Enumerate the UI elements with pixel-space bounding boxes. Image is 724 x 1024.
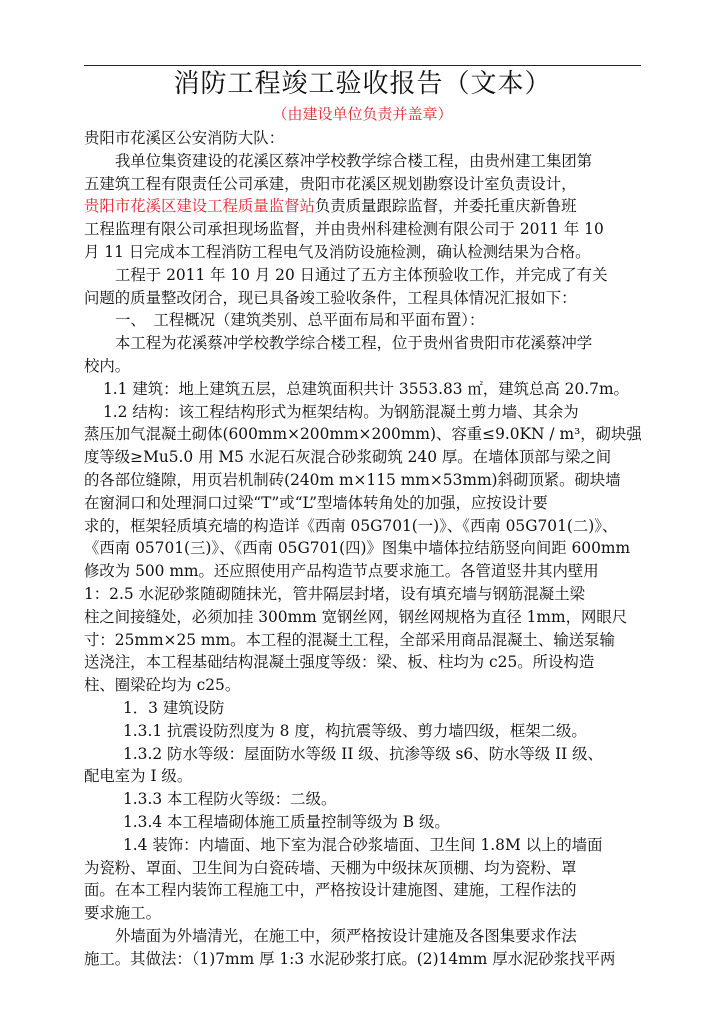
- text-line: [84, 287, 644, 310]
- text-line: [84, 583, 644, 606]
- header-rule: [84, 65, 641, 66]
- document-subtitle: （由建设单位负责并盖章）: [272, 105, 453, 123]
- highlighted-text: 贵阳市花溪区建设工程质量监督站: [84, 197, 315, 216]
- text-segment: 1.3.4 本工程墙砌体施工质量控制等级为 B 级。: [123, 812, 450, 831]
- document-title: 消防工程竣工验收报告（文本）: [173, 69, 552, 99]
- text-segment: 1.3.2 防水等级：屋面防水等级 II 级、抗渗等级 s6、防水等级 II 级、: [123, 744, 603, 763]
- document-body: [84, 127, 644, 970]
- text-segment: 蒸压加气混凝土砌体(600mm×200mm×200mm)、容重≤9.0KN / m³，砌块强: [84, 425, 642, 444]
- text-line: [84, 355, 644, 378]
- text-segment: 修改为 500 mm。还应照使用产品构造节点要求施工。各管道竖井其内壁用: [84, 562, 599, 581]
- text-segment: 1.2 结构：该工程结构形式为框架结构。为钢筋混凝土剪力墙、其余为: [103, 402, 579, 421]
- text-line: [84, 150, 644, 173]
- text-line: [84, 332, 644, 355]
- text-segment: 《西南 05701(三)》、《西南 05G701(四)》图集中墙体拉结筋竖向间距 600mm: [84, 539, 631, 558]
- text-segment: 外墙面为外墙清光，在施工中，须严格按设计建施及各图集要求作法: [115, 926, 577, 945]
- text-line: [84, 378, 644, 401]
- text-line: [84, 879, 644, 902]
- text-segment: 求的，框架轻质填充墙的构造详《西南 05G701(一)》、《西南 05G701(二)》、: [84, 516, 618, 535]
- text-segment: 1.1 建筑：地上建筑五层，总建筑面积共计 3553.83 ㎡，建筑总高 20.7m。: [103, 379, 629, 398]
- text-segment: 校内。: [84, 356, 131, 375]
- text-line: [84, 948, 644, 971]
- text-segment: 工程监理有限公司承担现场监督，并由贵州科建检测有限公司于 2011 年 10: [84, 220, 604, 239]
- text-line: [84, 515, 644, 538]
- text-segment: 五建筑工程有限责任公司承建，贵阳市花溪区规划勘察设计室负责设计，: [84, 174, 577, 193]
- text-segment: 柱之间接缝处，必须加挂 300mm 宽钢丝网，钢丝网规格为直径 1mm，网眼尺: [84, 607, 628, 626]
- text-line: [84, 492, 644, 515]
- text-segment: 施工。其做法：（1)7mm 厚 1:3 水泥砂浆打底。(2)14mm 厚水泥砂浆找平两: [84, 949, 616, 968]
- text-line: [84, 606, 644, 629]
- text-line: [84, 264, 644, 287]
- text-line: [84, 446, 644, 469]
- text-line: [84, 902, 644, 925]
- text-segment: 1.3.3 本工程防火等级：二级。: [123, 790, 337, 809]
- text-line: [84, 309, 644, 332]
- text-segment: 的各部位缝隙，用页岩机制砖(240m m×115 mm×53mm)斜砌顶紧。砌块墙: [84, 470, 621, 489]
- text-segment: 寸：25mm×25 mm。本工程的混凝土工程，全部采用商品混凝土、输送泵输: [84, 630, 615, 649]
- text-line: [84, 423, 644, 446]
- text-segment: 一、 工程概况（建筑类别、总平面布局和平面布置）：: [115, 311, 485, 330]
- text-segment: 本工程为花溪蔡冲学校教学综合楼工程，位于贵州省贵阳市花溪蔡冲学: [115, 334, 593, 353]
- text-segment: 柱、圈梁砼均为 c25。: [84, 676, 241, 695]
- text-segment: 1.4 装饰：内墙面、地下室为混合砂浆墙面、卫生间 1.8M 以上的墙面: [123, 835, 603, 854]
- text-segment: 要求施工。: [84, 904, 161, 923]
- body-paragraphs: [84, 150, 644, 971]
- text-segment: 配电室为 I 级。: [84, 767, 193, 786]
- text-line: [84, 195, 644, 218]
- text-segment: 度等级≥Mu5.0 用 M5 水泥石灰混合砂浆砌筑 240 厚。在墙体顶部与梁之间: [84, 448, 612, 467]
- text-segment: 我单位集资建设的花溪区蔡冲学校教学综合楼工程，由贵州建工集团第: [115, 151, 593, 170]
- text-line: [84, 674, 644, 697]
- text-line: [84, 173, 644, 196]
- text-segment: 负责质量跟踪监督，并委托重庆新鲁班: [314, 197, 577, 216]
- addressee: 贵阳市花溪区公安消防大队：: [84, 129, 285, 147]
- text-line: [84, 401, 644, 424]
- text-segment: 为瓷粉、罩面、卫生间为白瓷砖墙、天棚为中级抹灰顶棚、均为瓷粉、罩: [84, 858, 577, 877]
- text-line: [84, 469, 644, 492]
- text-line: [84, 697, 644, 720]
- text-segment: 工程于 2011 年 10 月 20 日通过了五方主体预验收工作，并完成了有关: [115, 265, 608, 284]
- text-segment: 1．3 建筑设防: [123, 698, 225, 717]
- text-line: [84, 651, 644, 674]
- text-segment: 1：2.5 水泥砂浆随砌随抹光，管井隔层封堵，设有填充墙与钢筋混凝土梁: [84, 584, 585, 603]
- text-line: [84, 720, 644, 743]
- text-segment: 在窗洞口和处理洞口过梁“T”或“L”型墙体转角处的加强，应按设计要: [84, 493, 548, 512]
- text-line: [84, 857, 644, 880]
- text-line: [84, 743, 644, 766]
- text-line: [84, 560, 644, 583]
- text-line: [84, 811, 644, 834]
- text-line: [84, 537, 644, 560]
- text-line: [84, 241, 644, 264]
- text-line: [84, 834, 644, 857]
- text-line: [84, 218, 644, 241]
- text-segment: 月 11 日完成本工程消防工程电气及消防设施检测，确认检测结果为合格。: [84, 242, 591, 261]
- text-line: [84, 765, 644, 788]
- text-segment: 送浇注，本工程基础结构混凝土强度等级：梁、板、柱均为 c25。所设构造: [84, 653, 595, 672]
- text-line: [84, 788, 644, 811]
- text-line: [84, 629, 644, 652]
- text-segment: 面。在本工程内装饰工程施工中，严格按设计建施图、建施，工程作法的: [84, 881, 577, 900]
- text-segment: 1.3.1 抗震设防烈度为 8 度，构抗震等级、剪力墙四级，框架二级。: [123, 721, 587, 740]
- text-segment: 问题的质量整改闭合，现已具备竣工验收条件，工程具体情况汇报如下：: [84, 288, 577, 307]
- text-line: [84, 925, 644, 948]
